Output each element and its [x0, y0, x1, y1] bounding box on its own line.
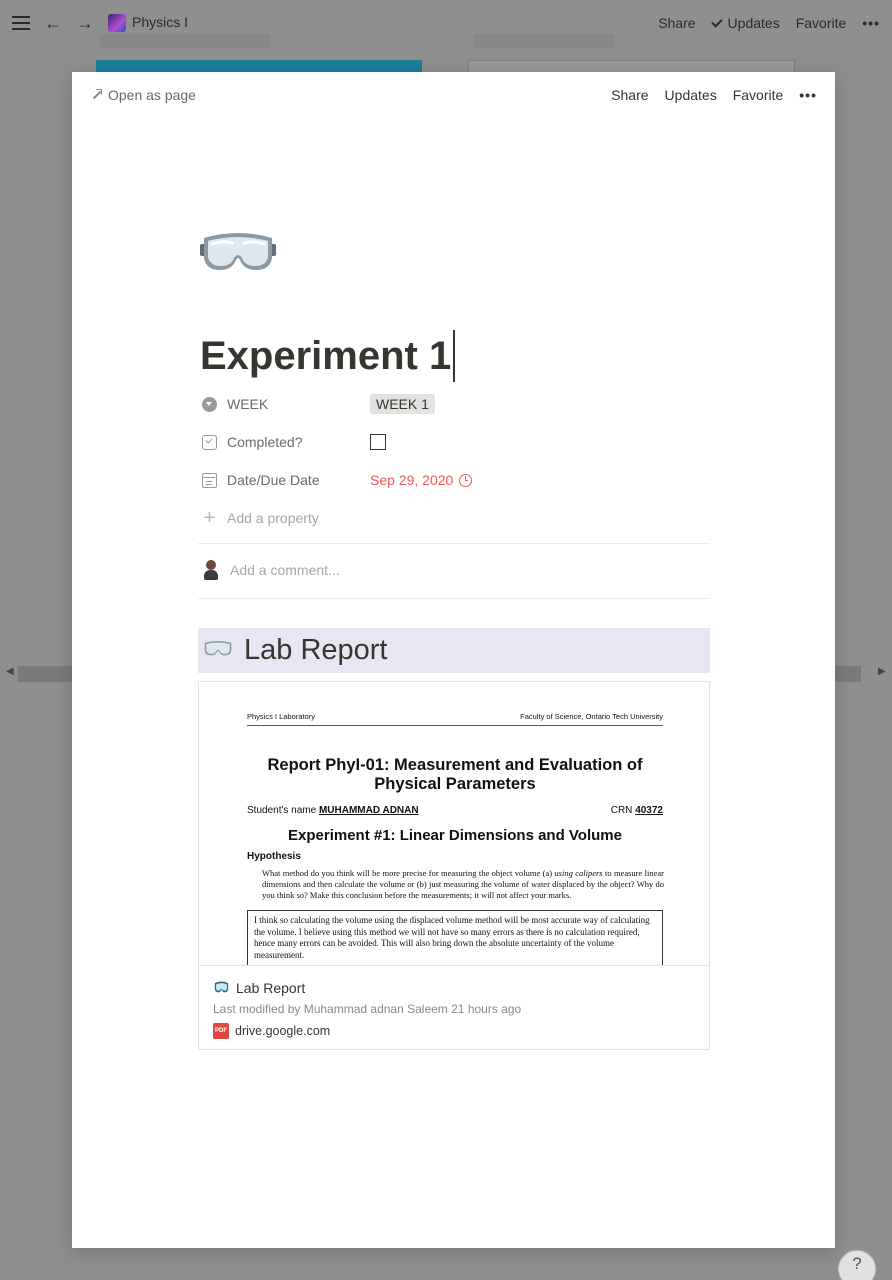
calendar-icon	[202, 473, 217, 488]
checkbox-property-icon	[202, 435, 217, 450]
modal-topbar	[72, 72, 835, 118]
bg-scrollbar-left[interactable]	[18, 666, 72, 682]
bookmark-info[interactable]	[199, 965, 710, 1050]
favorite-button[interactable]: Favorite	[732, 87, 784, 103]
bg-updates-button[interactable]: Updates	[712, 15, 780, 31]
check-icon	[711, 16, 722, 27]
property-week[interactable]: WEEK WEEK 1	[202, 389, 710, 419]
pdf-header: Physics I Laboratory Faculty of Science, Ontario Tech University	[247, 712, 663, 726]
bookmark-title: Lab Report	[236, 980, 306, 996]
week-tag[interactable]: WEEK 1	[370, 394, 435, 414]
pdf-student-line: Student's name MUHAMMAD ADNAN CRN 40372	[247, 805, 663, 816]
source-link[interactable]: PDF drive.google.com	[215, 1024, 331, 1038]
pdf-file-icon: PDF	[213, 1023, 229, 1039]
bg-more-icon[interactable]: •••	[862, 15, 880, 31]
pdf-answer-box: I think so calculating the volume using the displaced volume method will be most accurate way of calculating the volume. I believe using this method we will not have so many errors as there is no calculation required, hence many errors can be avoided. This will also bring down the absolute uncertainty of the volume measurement.	[247, 910, 663, 965]
workspace-icon	[108, 14, 126, 32]
back-arrow-icon[interactable]: ←	[44, 12, 62, 33]
forward-arrow-icon[interactable]: →	[76, 12, 94, 33]
comment-input[interactable]: Add a comment...	[202, 560, 340, 580]
bg-share-button[interactable]: Share	[658, 15, 696, 31]
file-bookmark[interactable]	[198, 681, 710, 1050]
select-icon	[202, 397, 217, 412]
pdf-title: Report PhyI-01: Measurement and Evaluation of Physical Parameters	[267, 756, 643, 793]
property-due-date[interactable]: Date/Due Date Sep 29, 2020	[202, 465, 710, 495]
bg-card-title-1	[100, 34, 270, 48]
lab-goggles-icon	[213, 979, 230, 997]
lab-goggles-icon[interactable]	[198, 228, 278, 274]
bg-favorite-button[interactable]: Favorite	[795, 15, 847, 31]
last-modified-text: Last modified by Muhammad adnan Saleem 21 hours ago	[213, 1002, 522, 1016]
alarm-clock-icon	[459, 474, 472, 487]
more-options-icon[interactable]: •••	[799, 87, 817, 103]
lab-report-heading[interactable]: Lab Report	[198, 628, 710, 673]
due-date-value[interactable]: Sep 29, 2020	[370, 472, 472, 488]
bg-scrollbar-right[interactable]	[835, 666, 861, 682]
avatar	[202, 560, 220, 580]
bg-card-title-2	[474, 34, 614, 48]
scroll-right-icon[interactable]: ▶	[878, 666, 886, 677]
lab-goggles-icon	[202, 639, 234, 662]
completed-checkbox[interactable]	[370, 434, 386, 450]
scroll-left-icon[interactable]: ◀	[6, 666, 14, 677]
pdf-hypothesis-label: Hypothesis	[247, 851, 301, 862]
expand-icon	[90, 89, 102, 101]
pdf-preview[interactable]	[199, 682, 710, 965]
share-button[interactable]: Share	[611, 87, 649, 103]
updates-button[interactable]: Updates	[664, 87, 717, 103]
divider	[198, 543, 710, 544]
open-as-page-button[interactable]: Open as page	[90, 87, 196, 103]
workspace-breadcrumb[interactable]: Physics I	[108, 14, 188, 32]
page-title[interactable]: Experiment 1	[200, 330, 455, 382]
menu-icon[interactable]	[12, 16, 30, 30]
property-completed[interactable]: Completed?	[202, 427, 710, 457]
pdf-hypothesis-question: What method do you think will be more precise for measuring the object volume (a) using calipers to measure linear dimensions and then calculate the volume or (b) just measuring the volume of water displaced by the object? Why do you think so? Make this conclusion before the measurements; it will not affect your marks.	[262, 868, 665, 900]
plus-icon: +	[203, 506, 216, 529]
help-button[interactable]: ?	[838, 1250, 876, 1280]
add-property-button[interactable]: + Add a property	[203, 506, 319, 529]
divider	[198, 598, 710, 599]
text-caret	[453, 330, 455, 382]
pdf-experiment-title: Experiment #1: Linear Dimensions and Volume	[288, 827, 622, 844]
page-peek-modal	[72, 72, 835, 1248]
